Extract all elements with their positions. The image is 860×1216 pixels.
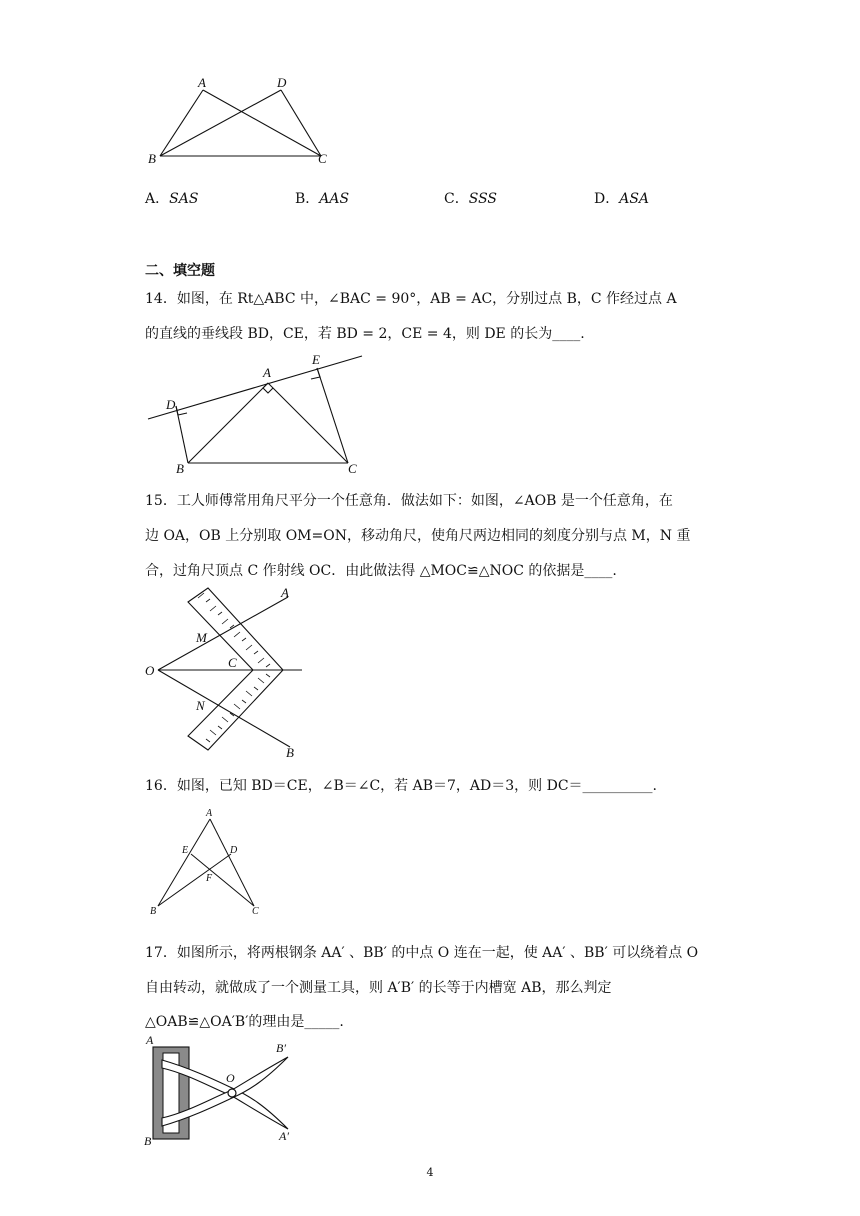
q16-label-d: D <box>230 845 238 856</box>
q13-option-a: A．SAS <box>145 191 199 207</box>
q16-label-e: E <box>182 845 189 856</box>
section-title: 二、填空题 <box>145 263 215 279</box>
q15-label-a: A <box>281 585 289 600</box>
q13-label-b: B <box>148 151 156 166</box>
q15-label-c: C <box>228 655 237 670</box>
q13-option-d: D．ASA <box>594 191 650 207</box>
q15-figure <box>140 585 320 760</box>
q15-label-m: M <box>196 630 207 645</box>
q13-label-c: C <box>318 151 327 166</box>
q14-label-d: D <box>166 397 176 412</box>
q15-line-3: 合，过角尺顶点 C 作射线 OC．由此做法得 △MOC≌△NOC 的依据是____. <box>145 563 617 579</box>
q13-label-d: D <box>277 75 287 90</box>
q14-line-1: 14．如图，在 Rt△ABC 中，∠BAC = 90°，AB = AC，分别过点 B，C 作经过点 A <box>145 291 677 307</box>
q17-label-b: B <box>144 1134 152 1148</box>
q17-figure <box>140 1030 310 1150</box>
q17-line-2: 自由转动，就做成了一个测量工具，则 A′B′ 的长等于内槽宽 AB，那么判定 <box>145 980 612 996</box>
q15-label-b: B <box>286 745 294 760</box>
q17-label-a: A <box>146 1033 154 1047</box>
q17-line-3: △OAB≌△OA′B′的理由是_____. <box>145 1014 344 1030</box>
q16-label-f: F <box>206 873 213 884</box>
q14-label-e: E <box>312 352 320 367</box>
q15-label-o: O <box>145 663 155 678</box>
q15-line-2: 边 OA，OB 上分别取 OM=ON，移动角尺，使角尺两边相同的刻度分别与点 M，N 重 <box>145 528 691 544</box>
q16-label-c: C <box>252 906 259 917</box>
q17-label-a-prime: A′ <box>279 1129 289 1143</box>
q16-figure <box>140 805 275 920</box>
q15-line-1: 15．工人师傅常用角尺平分一个任意角．做法如下：如图，∠AOB 是一个任意角，在 <box>145 493 673 509</box>
q14-label-b: B <box>176 461 184 475</box>
q14-label-c: C <box>348 461 357 475</box>
q16-line-1: 16．如图，已知 BD＝CE，∠B＝∠C，若 AB＝7，AD＝3，则 DC＝__________. <box>145 778 658 794</box>
q17-label-o: O <box>226 1071 235 1085</box>
q14-figure <box>140 350 370 475</box>
q14-label-a: A <box>263 365 271 380</box>
q13-option-c: C．SSS <box>444 191 497 207</box>
q14-line-2: 的直线的垂线段 BD，CE，若 BD = 2，CE = 4，则 DE 的长为____. <box>145 326 585 342</box>
q17-label-b-prime: B′ <box>276 1041 286 1055</box>
q13-option-b: B．AAS <box>295 191 350 207</box>
q15-label-n: N <box>196 698 205 713</box>
page-number: 4 <box>426 1166 434 1179</box>
q16-label-a: A <box>206 808 213 819</box>
q16-label-b: B <box>150 906 157 917</box>
q17-line-1: 17．如图所示，将两根钢条 AA′ 、BB′ 的中点 O 连在一起，使 AA′ 、BB′ 可以绕着点 O <box>145 945 699 961</box>
q13-figure <box>140 70 340 170</box>
q13-label-a: A <box>198 75 206 90</box>
